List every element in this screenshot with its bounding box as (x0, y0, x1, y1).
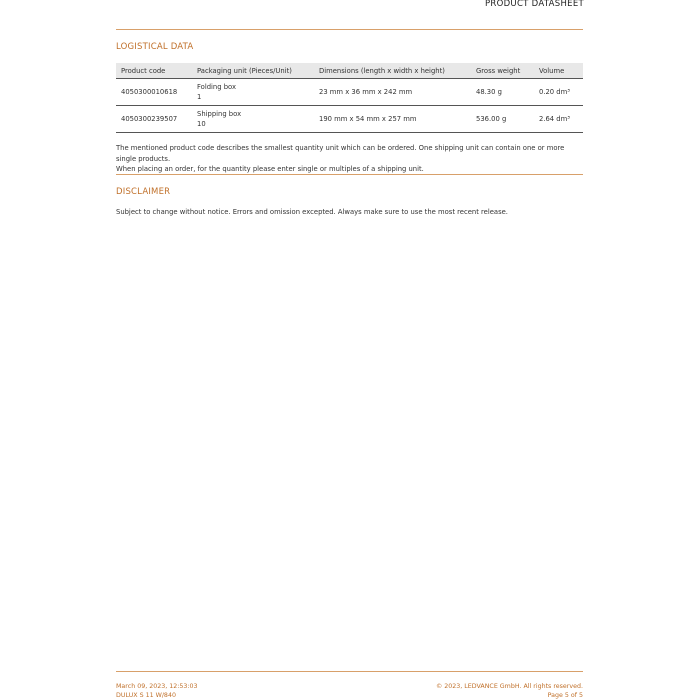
packaging-unit-cell (192, 106, 314, 133)
volume-cell: 2.64 dm³ (534, 106, 583, 133)
packaging-unit-cell (192, 79, 314, 106)
footer-divider (116, 671, 583, 672)
packaging-unit-quantity: 1 (197, 93, 202, 101)
column-header-dimensions: Dimensions (length x width x height) (314, 63, 471, 79)
product-code-cell: 4050300239507 (116, 106, 192, 133)
document-title: PRODUCT DATASHEET (484, 0, 584, 9)
dimensions-cell: 190 mm x 54 mm x 257 mm (314, 106, 471, 133)
logistical-data-heading: LOGISTICAL DATA (116, 42, 194, 52)
footer-product-name: DULUX S 11 W/840 (116, 692, 176, 699)
packaging-unit-name: Folding box (197, 83, 236, 91)
column-header-volume: Volume (534, 63, 583, 79)
table-row (116, 79, 583, 106)
column-header-packaging-unit: Packaging unit (Pieces/Unit) (192, 63, 314, 79)
footer-date: March 09, 2023, 12:53:03 (116, 683, 198, 690)
section-divider (116, 29, 583, 30)
gross-weight-cell: 536.00 g (471, 106, 534, 133)
table-row (116, 106, 583, 133)
footer-right (436, 682, 583, 700)
logistical-data-table (116, 63, 583, 133)
footer-copyright: © 2023, LEDVANCE GmbH. All rights reserved. (435, 683, 583, 690)
dimensions-cell: 23 mm x 36 mm x 242 mm (314, 79, 471, 106)
logistical-note-line: When placing an order, for the quantity please enter single or multiples of a shipping unit. (116, 165, 424, 173)
logistical-note (116, 143, 586, 175)
packaging-unit-name: Shipping box (197, 110, 242, 118)
volume-cell: 0.20 dm³ (534, 79, 583, 106)
disclaimer-text: Subject to change without notice. Errors and omission excepted. Always make sure to use the most recent release. (116, 208, 508, 216)
footer-left (116, 682, 198, 700)
logistical-note-line: The mentioned product code describes the smallest quantity unit which can be ordered. One shipping unit can contain one or more single products. (116, 144, 565, 163)
gross-weight-cell: 48.30 g (471, 79, 534, 106)
section-divider (116, 174, 583, 175)
table-header-row (116, 63, 583, 79)
packaging-unit-quantity: 10 (197, 120, 206, 128)
column-header-product-code: Product code (116, 63, 192, 79)
footer-page-number: Page 5 of 5 (547, 692, 583, 699)
column-header-gross-weight: Gross weight (471, 63, 534, 79)
product-code-cell: 4050300010618 (116, 79, 192, 106)
disclaimer-heading: DISCLAIMER (116, 187, 171, 197)
